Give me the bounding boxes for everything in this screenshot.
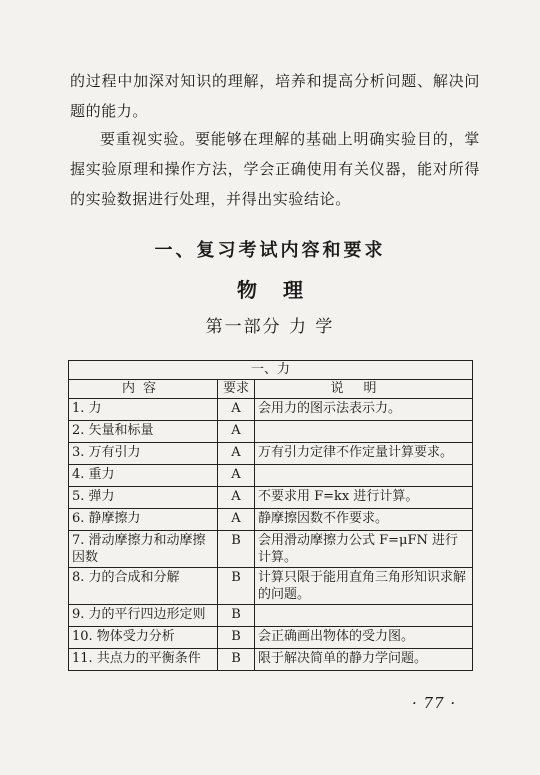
table-row [69, 465, 473, 487]
row-note: 不要求用 F=kx 进行计算。 [255, 487, 473, 509]
row-note: 会用力的图示法表示力。 [255, 399, 473, 421]
row-note: 静摩擦因数不作要求。 [255, 509, 473, 531]
row-note: 计算只限于能用直角三角形知识求解的问题。 [255, 568, 473, 605]
row-requirement: A [218, 465, 255, 487]
table-row [69, 509, 473, 531]
table-row [69, 399, 473, 421]
row-content: 1. 力 [69, 399, 218, 421]
row-requirement: B [218, 531, 255, 568]
row-requirement: B [218, 605, 255, 627]
header-notes: 说明 [255, 380, 473, 399]
row-note [255, 605, 473, 627]
row-content: 9. 力的平行四边形定则 [69, 605, 218, 627]
row-requirement: B [218, 627, 255, 649]
row-note [255, 421, 473, 443]
header-content: 内容 [69, 380, 218, 399]
table-row [69, 421, 473, 443]
row-requirement: A [218, 487, 255, 509]
paragraph-continuation: 的过程中加深对知识的理解，培养和提高分析问题、解决问题的能力。 [70, 72, 480, 120]
row-requirement: A [218, 443, 255, 465]
table-row [69, 487, 473, 509]
row-requirement: A [218, 399, 255, 421]
row-requirement: B [218, 568, 255, 605]
row-requirement: A [218, 421, 255, 443]
row-content: 6. 静摩擦力 [69, 509, 218, 531]
row-note: 会正确画出物体的受力图。 [255, 627, 473, 649]
row-note [255, 465, 473, 487]
row-note: 限于解决简单的静力学问题。 [255, 649, 473, 671]
row-content: 2. 矢量和标量 [69, 421, 218, 443]
table-row [69, 649, 473, 671]
table-row [69, 568, 473, 605]
page-number: · 77 · [412, 694, 457, 712]
part-heading: 第一部分 力 学 [205, 317, 335, 337]
row-note: 万有引力定律不作定量计算要求。 [255, 443, 473, 465]
row-requirement: B [218, 649, 255, 671]
table-row [69, 443, 473, 465]
row-content: 3. 万有引力 [69, 443, 218, 465]
table-caption: 一、力 [69, 361, 473, 380]
section-heading: 一、复习考试内容和要求 [154, 240, 386, 261]
table-row [69, 627, 473, 649]
table-row [69, 605, 473, 627]
table-row [69, 531, 473, 568]
row-content: 8. 力的合成和分解 [69, 568, 218, 605]
row-note: 会用滑动摩擦力公式 F=μFN 进行计算。 [255, 531, 473, 568]
subject-heading: 物理 [237, 278, 329, 302]
paragraph-experiment: 要重视实验。要能够在理解的基础上明确实验目的，掌握实验原理和操作方法，学会正确使用有关仪器，能对所得的实验数据进行处理，并得出实验结论。 [70, 130, 480, 208]
row-content: 4. 重力 [69, 465, 218, 487]
row-content: 11. 共点力的平衡条件 [69, 649, 218, 671]
row-content: 5. 弹力 [69, 487, 218, 509]
requirements-table [68, 360, 473, 671]
row-requirement: A [218, 509, 255, 531]
row-content: 10. 物体受力分析 [69, 627, 218, 649]
header-requirement: 要求 [218, 380, 255, 399]
row-content: 7. 滑动摩擦力和动摩擦因数 [69, 531, 218, 568]
